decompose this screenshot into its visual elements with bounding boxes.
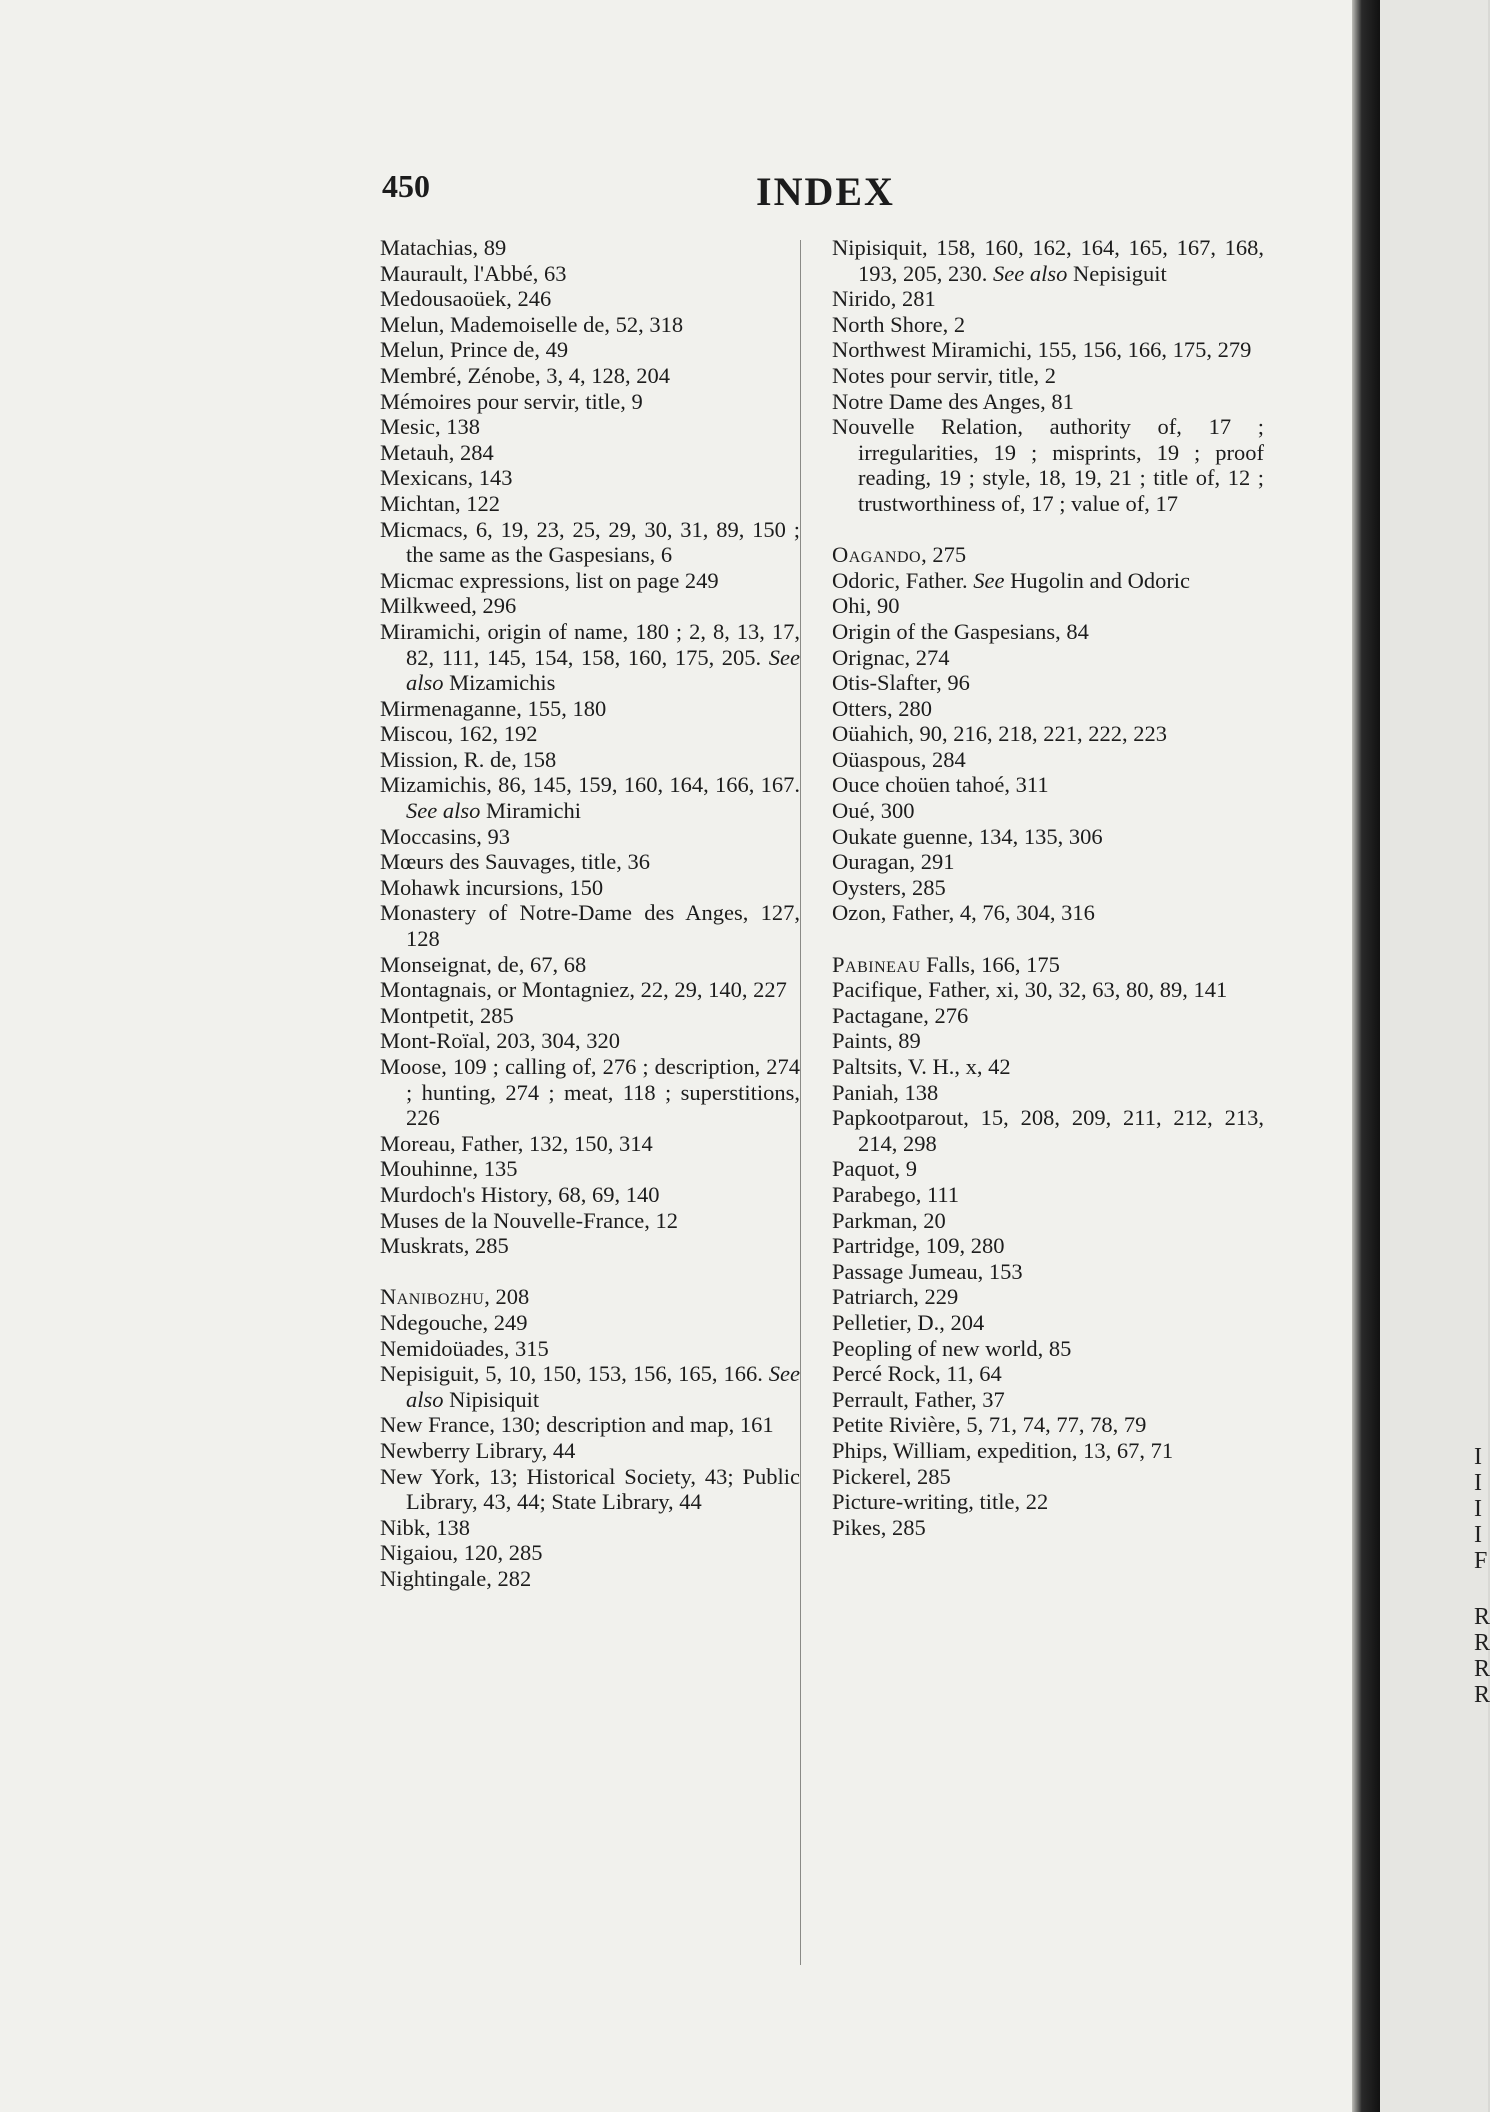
index-entry-text: Patriarch, 229 bbox=[832, 1284, 959, 1310]
index-entry bbox=[380, 440, 800, 466]
index-entry-text: Pelletier, D., 204 bbox=[832, 1309, 985, 1335]
index-entry-text: Ozon, Father, 4, 76, 304, 316 bbox=[832, 900, 1095, 926]
see-also-ref: See also bbox=[406, 1361, 801, 1412]
index-entry bbox=[380, 721, 800, 747]
index-entry-text: Mesic, 138 bbox=[380, 414, 480, 440]
index-entry-text: Falls, 166, 175 bbox=[920, 951, 1060, 977]
index-entry bbox=[380, 491, 800, 517]
page-title: INDEX bbox=[756, 169, 895, 214]
index-entry bbox=[380, 1540, 800, 1566]
index-entry-text: Micmacs, 6, 19, 23, 25, 29, 30, 31, 89, 150 ; the same as the Gaspesians, 6 bbox=[380, 516, 800, 568]
index-entry-text: Parkman, 20 bbox=[832, 1207, 946, 1233]
index-entry bbox=[832, 619, 1264, 645]
index-entry bbox=[380, 1310, 800, 1336]
index-entry bbox=[380, 568, 800, 594]
index-entry bbox=[380, 696, 800, 722]
index-entry bbox=[380, 1464, 800, 1515]
index-entry bbox=[832, 1412, 1264, 1438]
index-entry bbox=[380, 1156, 800, 1182]
index-entry-text: Passage Jumeau, 153 bbox=[832, 1258, 1023, 1284]
index-entry-text: Mont-Roïal, 203, 304, 320 bbox=[380, 1028, 620, 1054]
index-entry-text: Monseignat, de, 67, 68 bbox=[380, 951, 587, 977]
index-entry bbox=[380, 747, 800, 773]
index-entry bbox=[832, 798, 1264, 824]
index-entry bbox=[832, 1105, 1264, 1156]
index-entry-text: Miramichi, origin of name, 180 ; 2, 8, 13, 17, 82, 111, 145, 154, 158, 160, 175, 205. bbox=[380, 618, 800, 670]
index-entry bbox=[380, 286, 800, 312]
index-entry-text: Moose, 109 ; calling of, 276 ; description, 274 ; hunting, 274 ; meat, 118 ; superstitions, 226 bbox=[380, 1054, 800, 1131]
index-entry bbox=[832, 312, 1264, 338]
index-entry-text: Picture-writing, title, 22 bbox=[832, 1489, 1049, 1515]
see-also-target: Hugolin and Odoric bbox=[1004, 567, 1191, 593]
index-entry-text: Paints, 89 bbox=[832, 1028, 921, 1054]
index-entry-text: Newberry Library, 44 bbox=[380, 1437, 576, 1463]
index-entry-text: Ouragan, 291 bbox=[832, 849, 955, 875]
facing-page-letter: R bbox=[1474, 1604, 1490, 1630]
index-entry bbox=[380, 414, 800, 440]
index-entry-text: Partridge, 109, 280 bbox=[832, 1233, 1005, 1259]
index-entry bbox=[832, 1080, 1264, 1106]
facing-page-letter: I bbox=[1474, 1470, 1482, 1496]
index-entry bbox=[380, 363, 800, 389]
see-also-ref: See also bbox=[406, 798, 481, 824]
index-entry-text: Oysters, 285 bbox=[832, 874, 946, 900]
index-entry-text: Notes pour servir, title, 2 bbox=[832, 362, 1057, 388]
index-entry bbox=[380, 261, 800, 287]
index-entry bbox=[832, 900, 1264, 926]
index-entry-text: Nipisiquit, 158, 160, 162, 164, 165, 167, 168, 193, 205, 230. bbox=[832, 235, 1264, 286]
index-entry bbox=[832, 1361, 1264, 1387]
index-entry-text: Ohi, 90 bbox=[832, 593, 900, 619]
index-entry bbox=[380, 849, 800, 875]
index-entry bbox=[832, 747, 1264, 773]
index-entry-text: New France, 130; description and map, 161 bbox=[380, 1412, 774, 1438]
index-entry-text: Montagnais, or Montagniez, 22, 29, 140, 227 bbox=[380, 977, 787, 1003]
index-entry-text: Muses de la Nouvelle-France, 12 bbox=[380, 1207, 679, 1233]
index-entry-text: Matachias, 89 bbox=[380, 235, 507, 260]
facing-page-letter: I bbox=[1474, 1496, 1482, 1522]
index-entry-text: Muskrats, 285 bbox=[380, 1233, 509, 1259]
index-entry bbox=[380, 900, 800, 951]
index-entry bbox=[832, 1489, 1264, 1515]
index-entry-text: Mœurs des Sauvages, title, 36 bbox=[380, 849, 650, 875]
index-entry bbox=[832, 542, 1264, 568]
index-entry-text: Nemidoüades, 315 bbox=[380, 1335, 549, 1361]
index-entry bbox=[380, 952, 800, 978]
index-entry bbox=[380, 465, 800, 491]
index-entry bbox=[832, 414, 1264, 516]
index-entry bbox=[832, 645, 1264, 671]
index-entry-text: New York, 13; Historical Society, 43; Public Library, 43, 44; State Library, 44 bbox=[380, 1463, 800, 1515]
index-entry-text: Montpetit, 285 bbox=[380, 1002, 514, 1028]
index-entry-text: Peopling of new world, 85 bbox=[832, 1335, 1072, 1361]
index-entry bbox=[380, 312, 800, 338]
index-entry-text: , 275 bbox=[921, 542, 967, 568]
index-entry bbox=[832, 1464, 1264, 1490]
index-entry bbox=[832, 235, 1264, 286]
index-entry bbox=[832, 977, 1264, 1003]
index-entry bbox=[380, 875, 800, 901]
index-entry bbox=[380, 1438, 800, 1464]
index-entry bbox=[832, 1233, 1264, 1259]
right-column bbox=[832, 235, 1264, 1540]
facing-page-letter: R bbox=[1474, 1630, 1490, 1656]
index-entry bbox=[380, 977, 800, 1003]
index-entry bbox=[380, 1028, 800, 1054]
index-entry-text: Origin of the Gaspesians, 84 bbox=[832, 618, 1089, 644]
index-entry bbox=[832, 1156, 1264, 1182]
page-number: 450 bbox=[382, 168, 430, 204]
index-entry bbox=[832, 721, 1264, 747]
facing-page-letter: R bbox=[1474, 1656, 1490, 1682]
index-entry bbox=[832, 670, 1264, 696]
index-entry-text: Nigaiou, 120, 285 bbox=[380, 1540, 543, 1566]
index-entry-text: Phips, William, expedition, 13, 67, 71 bbox=[832, 1437, 1174, 1463]
index-entry-text: Nibk, 138 bbox=[380, 1514, 470, 1540]
index-entry bbox=[832, 824, 1264, 850]
index-entry-text: Nepisiguit, 5, 10, 150, 153, 156, 165, 166. bbox=[380, 1361, 763, 1387]
index-entry bbox=[380, 389, 800, 415]
index-entry-text: North Shore, 2 bbox=[832, 311, 966, 337]
index-entry-text: Micmac expressions, list on page 249 bbox=[380, 567, 719, 593]
index-entry bbox=[380, 619, 800, 696]
index-entry-head: Nanibozhu bbox=[380, 1284, 485, 1310]
index-entry-text: Monastery of Notre-Dame des Anges, 127, 128 bbox=[380, 900, 800, 952]
index-entry-text: Paniah, 138 bbox=[832, 1079, 939, 1105]
index-entry bbox=[832, 1259, 1264, 1285]
index-entry-text: Notre Dame des Anges, 81 bbox=[832, 388, 1074, 414]
index-entry bbox=[380, 235, 800, 261]
index-entry-text: Nouvelle Relation, authority of, 17 ; irregularities, 19 ; misprints, 19 ; proof reading, 19 ; style, 18, 19, 21 ; title of, 12 ; trustworthiness of, 17 ; value of, 17 bbox=[832, 414, 1264, 516]
see-also-target: Nipisiquit bbox=[443, 1386, 540, 1412]
index-entry-text: Oukate guenne, 134, 135, 306 bbox=[832, 823, 1103, 849]
section-gap bbox=[832, 517, 1264, 543]
index-entry-text: Mission, R. de, 158 bbox=[380, 746, 557, 772]
index-entry-text: Moreau, Father, 132, 150, 314 bbox=[380, 1130, 653, 1156]
index-entry-text: Milkweed, 296 bbox=[380, 593, 517, 619]
index-entry-text: Mizamichis, 86, 145, 159, 160, 164, 166, 167. bbox=[380, 772, 800, 798]
index-entry-head: Pabineau bbox=[832, 951, 921, 977]
index-entry-text: Mohawk incursions, 150 bbox=[380, 874, 604, 900]
index-entry bbox=[380, 1054, 800, 1131]
facing-page-letter: R bbox=[1474, 1682, 1490, 1708]
index-entry bbox=[832, 1003, 1264, 1029]
index-entry-text: Ndegouche, 249 bbox=[380, 1309, 528, 1335]
index-entry bbox=[832, 952, 1264, 978]
index-entry-text: Perrault, Father, 37 bbox=[832, 1386, 1005, 1412]
index-entry bbox=[380, 824, 800, 850]
index-entry bbox=[832, 389, 1264, 415]
index-entry bbox=[832, 363, 1264, 389]
index-entry-text: Percé Rock, 11, 64 bbox=[832, 1361, 1002, 1387]
index-entry-text: Medousaoüek, 246 bbox=[380, 286, 552, 312]
index-entry-text: Paquot, 9 bbox=[832, 1156, 918, 1182]
index-entry-text: Mexicans, 143 bbox=[380, 465, 513, 491]
index-entry bbox=[380, 1284, 800, 1310]
index-entry-text: Miscou, 162, 192 bbox=[380, 721, 538, 747]
index-entry-text: Moccasins, 93 bbox=[380, 823, 510, 849]
index-entry-text: Maurault, l'Abbé, 63 bbox=[380, 260, 567, 286]
index-entry bbox=[832, 1336, 1264, 1362]
index-entry bbox=[380, 517, 800, 568]
index-entry-text: Oué, 300 bbox=[832, 798, 915, 824]
index-entry bbox=[832, 1208, 1264, 1234]
index-entry-text: Paltsits, V. H., x, 42 bbox=[832, 1054, 1011, 1079]
see-also-ref: See also bbox=[993, 260, 1068, 286]
section-gap bbox=[380, 1259, 800, 1285]
index-entry bbox=[380, 593, 800, 619]
index-entry-text: Odoric, Father. bbox=[832, 567, 968, 593]
index-entry bbox=[380, 1361, 800, 1412]
see-also-target: Nepisiguit bbox=[1067, 260, 1167, 286]
index-entry-text: Nightingale, 282 bbox=[380, 1565, 532, 1591]
index-entry bbox=[832, 337, 1264, 363]
index-entry-text: Metauh, 284 bbox=[380, 439, 494, 465]
index-entry bbox=[380, 1208, 800, 1234]
index-entry-text: Mouhinne, 135 bbox=[380, 1156, 518, 1182]
index-entry-text: Mirmenaganne, 155, 180 bbox=[380, 695, 607, 721]
index-entry bbox=[832, 568, 1264, 594]
index-entry-text: Pacifique, Father, xi, 30, 32, 63, 80, 89, 141 bbox=[832, 977, 1228, 1003]
index-entry-text: Michtan, 122 bbox=[380, 490, 500, 516]
see-also-target: Mizamichis bbox=[443, 670, 556, 696]
index-entry bbox=[832, 593, 1264, 619]
index-entry-text: Otters, 280 bbox=[832, 695, 932, 721]
index-entry-text: Orignac, 274 bbox=[832, 644, 950, 670]
index-entry bbox=[380, 337, 800, 363]
index-entry bbox=[832, 875, 1264, 901]
index-entry bbox=[832, 1054, 1264, 1080]
section-gap bbox=[832, 926, 1264, 952]
facing-page-letter: F bbox=[1474, 1548, 1488, 1574]
index-entry bbox=[832, 1438, 1264, 1464]
index-entry bbox=[832, 696, 1264, 722]
index-entry bbox=[832, 1387, 1264, 1413]
see-also-ref: See also bbox=[406, 644, 800, 696]
index-entry-text: Pactagane, 276 bbox=[832, 1002, 969, 1028]
index-entry bbox=[380, 1515, 800, 1541]
index-entry-text: Pickerel, 285 bbox=[832, 1463, 951, 1489]
facing-page-letter: I bbox=[1474, 1522, 1482, 1548]
index-entry-text: Nirido, 281 bbox=[832, 286, 936, 312]
index-entry-text: Otis-Slafter, 96 bbox=[832, 670, 970, 696]
index-entry-text: Papkootparout, 15, 208, 209, 211, 212, 213, 214, 298 bbox=[832, 1105, 1264, 1156]
see-also-ref: See bbox=[973, 567, 1005, 593]
index-entry-text: Melun, Prince de, 49 bbox=[380, 337, 569, 363]
index-entry-text: Ouce choüen tahoé, 311 bbox=[832, 772, 1049, 798]
book-gutter bbox=[1352, 0, 1380, 2112]
index-entry-text: Melun, Mademoiselle de, 52, 318 bbox=[380, 311, 684, 337]
index-entry-text: Murdoch's History, 68, 69, 140 bbox=[380, 1181, 660, 1207]
index-entry-text: , 208 bbox=[484, 1284, 530, 1310]
index-entry bbox=[832, 1182, 1264, 1208]
index-entry bbox=[380, 1412, 800, 1438]
facing-page-letter: I bbox=[1474, 1444, 1482, 1470]
index-entry-text: Oüaspous, 284 bbox=[832, 746, 966, 772]
index-entry-text: Pikes, 285 bbox=[832, 1514, 926, 1540]
index-entry bbox=[832, 1284, 1264, 1310]
index-entry bbox=[380, 1182, 800, 1208]
index-entry bbox=[380, 772, 800, 823]
index-entry bbox=[380, 1566, 800, 1592]
column-divider bbox=[800, 240, 801, 1965]
index-entry bbox=[832, 772, 1264, 798]
index-entry bbox=[380, 1336, 800, 1362]
index-entry-head: Oagando bbox=[832, 542, 922, 568]
facing-page-edge bbox=[1380, 0, 1488, 2112]
index-entry bbox=[380, 1131, 800, 1157]
index-entry-text: Oüahich, 90, 216, 218, 221, 222, 223 bbox=[832, 721, 1167, 747]
see-also-target: Miramichi bbox=[480, 798, 581, 824]
index-entry-text: Petite Rivière, 5, 71, 74, 77, 78, 79 bbox=[832, 1412, 1147, 1438]
index-entry bbox=[832, 1310, 1264, 1336]
index-entry-text: Parabego, 111 bbox=[832, 1181, 960, 1207]
index-entry bbox=[832, 1515, 1264, 1541]
index-entry bbox=[832, 849, 1264, 875]
index-entry bbox=[832, 286, 1264, 312]
index-entry bbox=[380, 1003, 800, 1029]
index-entry bbox=[380, 1233, 800, 1259]
index-entry-text: Mémoires pour servir, title, 9 bbox=[380, 388, 643, 414]
index-entry-text: Membré, Zénobe, 3, 4, 128, 204 bbox=[380, 362, 670, 388]
left-column bbox=[380, 235, 800, 1591]
index-entry-text: Northwest Miramichi, 155, 156, 166, 175, 279 bbox=[832, 337, 1252, 363]
index-entry bbox=[832, 1028, 1264, 1054]
